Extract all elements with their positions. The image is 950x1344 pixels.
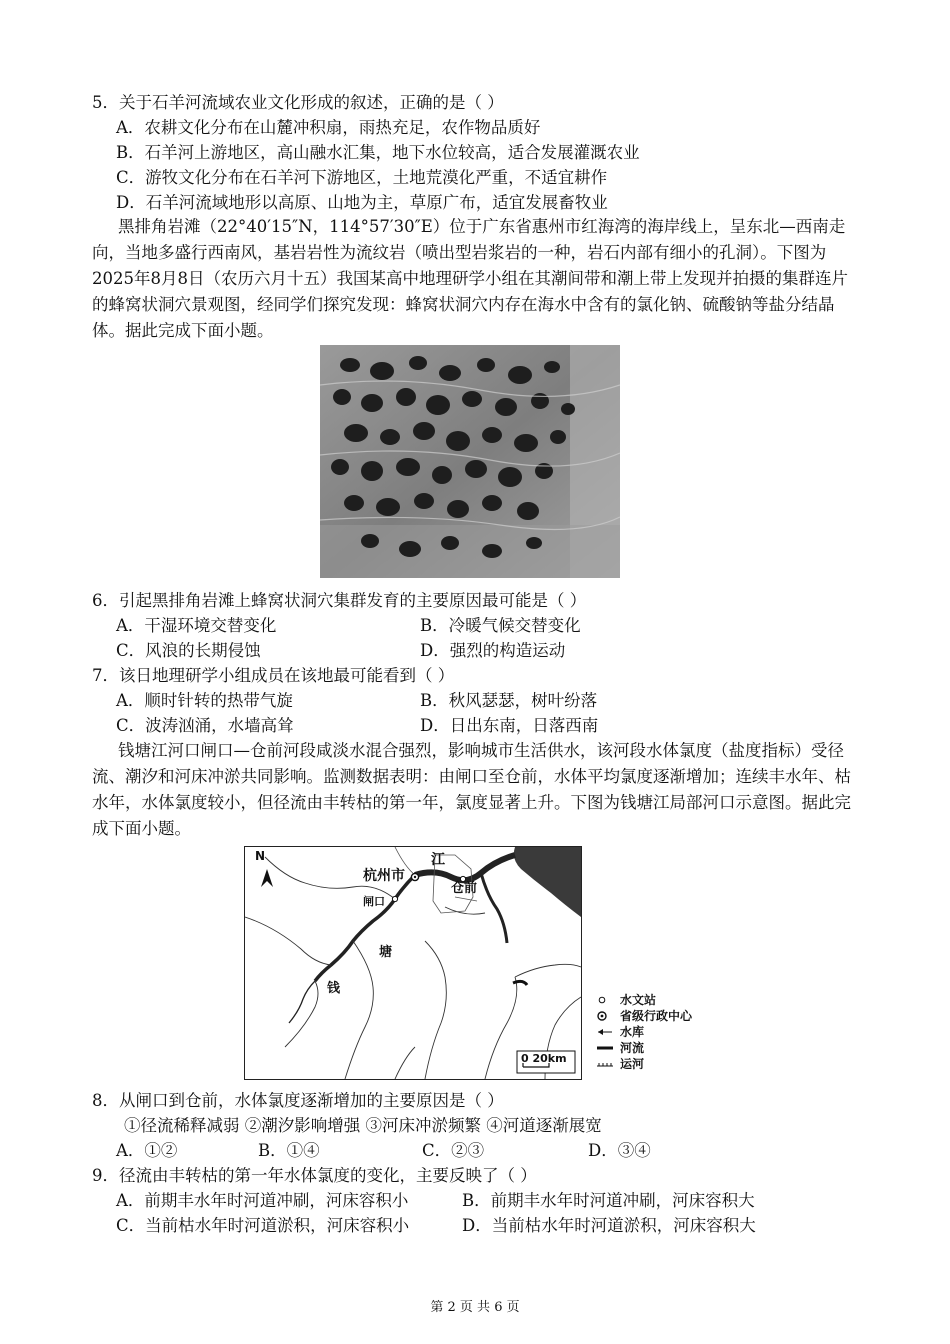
station-icon	[596, 994, 614, 1006]
q5-option-a: A．农耕文化分布在山麓冲积扇，雨热充足，农作物品质好	[116, 118, 541, 137]
q8-statements: ①径流稀释减弱 ②潮汐影响增强 ③河床冲淤频繁 ④河道逐渐展宽	[124, 1116, 602, 1135]
q7-stem: 7．该日地理研学小组成员在该地最可能看到（ ）	[92, 666, 455, 685]
canal-icon	[596, 1058, 614, 1070]
qiantang-estuary-map	[244, 846, 582, 1080]
map-zhakou-label: 闸口	[363, 895, 385, 908]
q6-option-b: B．冷暖气候交替变化	[420, 616, 581, 635]
q8-option-b: B．①④	[258, 1141, 320, 1160]
map-hangzhou-label: 杭州市	[363, 868, 405, 884]
reservoir-icon	[596, 1026, 614, 1038]
legend-reservoir	[596, 1024, 692, 1040]
map-north-label: N	[255, 849, 266, 863]
q7-option-d: D．日出东南，日落西南	[420, 716, 599, 735]
legend-capital-label: 省级行政中心	[620, 1009, 693, 1023]
q7-option-c: C．波涛汹涌，水墙高耸	[116, 716, 294, 735]
q9-option-b: B．前期丰水年时河道冲刷，河床容积大	[462, 1191, 755, 1210]
q9-option-d: D．当前枯水年时河道淤积，河床容积大	[462, 1216, 756, 1235]
river-icon	[596, 1042, 614, 1054]
q9-option-c: C．当前枯水年时河道淤积，河床容积小	[116, 1216, 410, 1235]
q5-stem: 5．关于石羊河流域农业文化形成的叙述，正确的是（ ）	[92, 93, 504, 112]
q7-option-a: A．顺时针转的热带气旋	[116, 691, 293, 710]
legend-river-label: 河流	[620, 1041, 645, 1055]
q9-stem: 9．径流由丰转枯的第一年水体氯度的变化，主要反映了（ ）	[92, 1166, 537, 1185]
map-cangqian-label: 仓前	[451, 881, 478, 896]
legend-station-label: 水文站	[620, 993, 657, 1007]
legend-capital	[596, 1008, 692, 1024]
legend-canal-label: 运河	[620, 1057, 645, 1071]
q6-stem: 6．引起黑排角岩滩上蜂窝状洞穴集群发育的主要原因最可能是（ ）	[92, 591, 587, 610]
q8-stem: 8．从闸口到仓前，水体氯度逐渐增加的主要原因是（ ）	[92, 1091, 504, 1110]
passage-qiantang-text: 钱塘江河口闸口—仓前河段咸淡水混合强烈，影响城市生活供水，该河段水体氯度（盐度指标）受径流、潮汐和河床冲淤共同影响。监测数据表明：由闸口至仓前，水体平均氯度逐渐增加；连续丰水年、枯水年，水体氯度较小，但径流由丰转枯的第一年，氯度显著上升。下图为钱塘江局部河口示意图。据此完成下面小题。	[92, 741, 851, 838]
q6-option-a: A．干湿环境交替变化	[116, 616, 277, 635]
map-jiang-label: 江	[431, 852, 445, 868]
q8-option-d: D．③④	[588, 1141, 651, 1160]
q6-option-d: D．强烈的构造运动	[420, 641, 566, 660]
capital-icon	[596, 1010, 614, 1022]
q7-option-b: B．秋风瑟瑟，树叶纷落	[420, 691, 598, 710]
q6-option-c: C．风浪的长期侵蚀	[116, 641, 261, 660]
page-footer: 第 2 页 共 6 页	[430, 1300, 520, 1315]
passage-qiantang	[92, 738, 862, 842]
q9-option-a: A．前期丰水年时河道冲刷，河床容积小	[116, 1191, 409, 1210]
map-tang-label: 塘	[379, 945, 393, 960]
q8-option-a: A．①②	[116, 1141, 178, 1160]
q5-option-b: B．石羊河上游地区，高山融水汇集，地下水位较高，适合发展灌溉农业	[116, 143, 640, 162]
passage-heipaijiao	[92, 214, 862, 344]
map-legend	[596, 992, 692, 1072]
legend-station	[596, 992, 692, 1008]
map-scale-label: 0 20km	[521, 1052, 567, 1065]
legend-river	[596, 1040, 692, 1056]
legend-reservoir-label: 水库	[620, 1025, 645, 1039]
honeycomb-rock-photo	[320, 345, 620, 578]
q8-option-c: C．②③	[422, 1141, 485, 1160]
q5-option-c: C．游牧文化分布在石羊河下游地区，土地荒漠化严重，不适宜耕作	[116, 168, 608, 187]
map-qian-label: 钱	[327, 981, 341, 996]
legend-canal	[596, 1056, 692, 1072]
passage-heipaijiao-text: 黑排角岩滩（22°40′15″N，114°57′30″E）位于广东省惠州市红海湾的海岸线上，呈东北—西南走向，当地多盛行西南风，基岩岩性为流纹岩（喷出型岩浆岩的一种，岩石内部有细小的孔洞）。下图为2025年8月8日（农历六月十五）我国某高中地理研学小组在其潮间带和潮上带上发现并拍摄的集群连片的蜂窝状洞穴景观图，经同学们探究发现：蜂窝状洞穴内存在海水中含有的氯化钠、硫酸钠等盐分结晶体。据此完成下面小题。	[92, 217, 848, 340]
q5-option-d: D．石羊河流域地形以高原、山地为主，草原广布，适宜发展畜牧业	[116, 193, 608, 212]
